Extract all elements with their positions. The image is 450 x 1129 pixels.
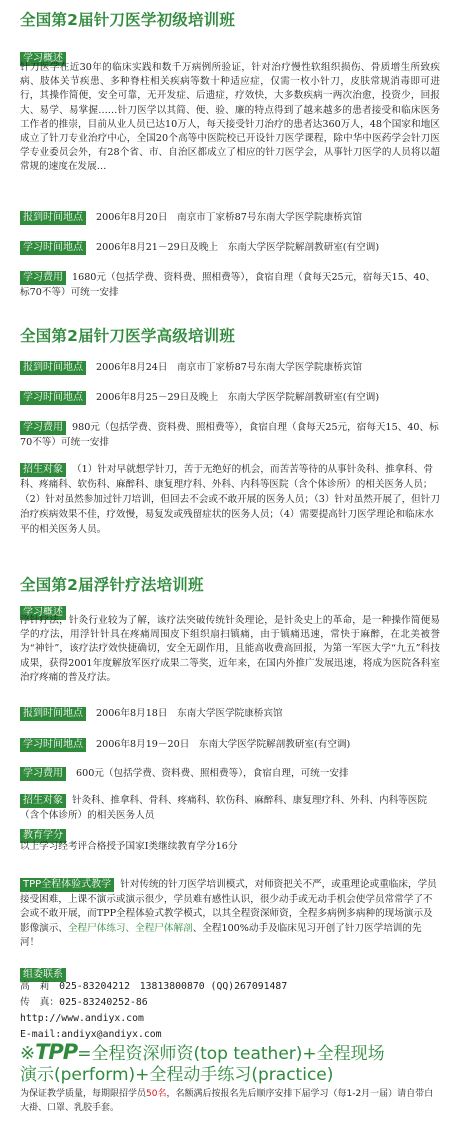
enrollment-note: 为保证教学质量，每期限招学员50名，名额满后按报名先后顺序安排下届学习（每1-2月一届）请自带白大褂、口罩、乳胶手套。 xyxy=(20,1089,434,1113)
fee-label: 学习费用 xyxy=(20,271,66,285)
study-value: 2006年8月19－20日 东南大学医学院解剖教研室(有空调) xyxy=(96,739,351,750)
fee-label: 学习费用 xyxy=(20,767,66,781)
target-row xyxy=(20,793,440,823)
checkin-value: 2006年8月18日 东南大学医学院康桥宾馆 xyxy=(96,708,283,719)
fee-value: 1680元（包括学费、资料费、照相费等），食宿自理（食每天25元，宿每天15、40、标70不等）可统一安排 xyxy=(20,272,436,298)
checkin-label: 报到时间地点 xyxy=(20,211,86,225)
tpp-logo: TPP xyxy=(35,1040,78,1064)
fee-row xyxy=(20,420,440,450)
contact-label: 组委联系 xyxy=(20,962,66,982)
target-value: 针灸科、推拿科、骨科、疼痛科、软伤科、麻醉科、康复理疗科、外科、内科等医院（含个体诊所）的相关医务人员 xyxy=(20,795,427,821)
checkin-row xyxy=(20,361,445,375)
checkin-label: 报到时间地点 xyxy=(20,361,86,375)
fee-value: 980元（包括学费、资料费、照相费等），食宿自理（食每天25元，宿每天15、40、标70不等）可统一安排 xyxy=(20,422,439,448)
credit-text: 以上学习经考评合格授予国家Ⅰ类继续教育学分16分 xyxy=(20,841,238,852)
reference-mark: ※ xyxy=(20,1043,36,1064)
study-label: 学习时间地点 xyxy=(20,241,86,255)
target-label: 招生对象 xyxy=(20,463,66,477)
course-title-beginner: 全国第2届针刀医学初级培训班 xyxy=(20,11,236,29)
overview-label: 学习概述 xyxy=(20,600,66,620)
target-row xyxy=(20,462,440,537)
study-value: 2006年8月21－29日及晚上 东南大学医学院解剖教研室(有空调) xyxy=(96,242,380,253)
slogan-line-1: =全程资深师资(top teather)+全程现场 xyxy=(77,1044,385,1064)
overview-text: 针刀医学在近30年的临床实践和数千万病例所验证，针对治疗慢性软组织损伤、骨质增生所致疾病、肢体关节疾患、多种脊柱相关疾病等数十种适应症，仅需一枚小针刀，皮肤常规消毒即可进行，其操作简便，安全可靠，无开发症、后遗症，疗效快，大多数疾病一两次治愈，投资少，回报大、易学、易掌握……针刀医学以其简、便、验、廉的特点得到了越来越多的患者接受和临床医务工作者的推崇，目前从业人员已达10万人，每天接受针刀治疗的患者达360万人，48个国家和地区成立了针刀专业治疗中心，全国20个高等中医院校已开设针刀医学课程，除中华中医药学会针刀医学专业委员会外，有28个省、市、自治区都成立了相应的针刀医学会，从事针刀医学的人员将以超常规的速度在发展… xyxy=(20,62,440,173)
checkin-value: 2006年8月24日 南京市丁家桥87号东南大学医学院康桥宾馆 xyxy=(96,362,362,373)
credit-label: 教育学分 xyxy=(20,823,66,843)
target-label: 招生对象 xyxy=(20,794,66,808)
study-row xyxy=(20,391,445,405)
target-value: （1）针对早就想学针刀，苦于无绝好的机会，而苦苦等待的从事针灸科、推拿科、骨科、疼痛科、软伤科、麻醉科、康复理疗科、外科、内科等医院（含个体诊所）的相关医务人员；（2）针对虽然参加过针刀培训，但回去不会或不敢开展的医务人员；（3）针对虽然开展了，但针刀治疗疾病效果不佳，疗效慢，易复发或残留症状的医务人员；（4）需要提高针刀医学理论和临床水平的相关医务人员。 xyxy=(20,464,440,535)
checkin-row xyxy=(20,707,445,721)
enrollment-count: 50名 xyxy=(146,1089,167,1099)
study-row xyxy=(20,241,445,255)
checkin-label: 报到时间地点 xyxy=(20,707,86,721)
fee-label: 学习费用 xyxy=(20,421,66,435)
checkin-row xyxy=(20,211,445,225)
contact-phone: 高 莉 025-83204212 13813800870 (QQ)267091487 xyxy=(20,981,288,992)
contact-fax: 传 真：025-83240252-86 xyxy=(20,997,148,1008)
study-label: 学习时间地点 xyxy=(20,391,86,405)
tpp-label: TPP全程体验式教学 xyxy=(20,878,114,892)
tpp-slogan xyxy=(20,1042,450,1086)
overview-label: 学习概述 xyxy=(20,46,66,66)
slogan-line-2: 演示(perform)+全程动手练习(practice) xyxy=(20,1065,334,1085)
study-value: 2006年8月25－29日及晚上 东南大学医学院解剖教研室(有空调) xyxy=(96,392,380,403)
course-title-floating-needle: 全国第2届浮针疗法培训班 xyxy=(20,576,204,594)
contact-website[interactable]: http://www.andiyx.com xyxy=(20,1013,144,1024)
course-title-advanced: 全国第2届针刀医学高级培训班 xyxy=(20,327,236,345)
checkin-value: 2006年8月20日 南京市丁家桥87号东南大学医学院康桥宾馆 xyxy=(96,212,362,223)
fee-value: 600元（包括学费、资料费、照相费等），食宿自理，可统一安排 xyxy=(76,768,349,779)
tpp-description: TPP全程体验式教学 针对传统的针刀医学培训模式，对师资把关不严，或重理论或重临床，学员接受困难，上课不演示或演示很少，学员难有感性认识，很少动手或无动手机会使学员常常学了不会或不敢开展，而TPP全程体验式教学模式，以其全程资深师资，全程多病例多病种的现场演示及影像演示、全程尸体练习、全程尸体解剖、全程100%动手及临床见习开创了针刀医学培训的先河！ xyxy=(20,879,437,948)
fee-row xyxy=(20,270,440,300)
study-row xyxy=(20,738,445,752)
contact-email[interactable]: E-mail:andiyx@andiyx.com xyxy=(20,1029,162,1040)
study-label: 学习时间地点 xyxy=(20,738,86,752)
overview-text: 浮针疗法，针灸行业较为了解，该疗法突破传统针灸理论，是针灸史上的革命，是一种操作简便易学的疗法，用浮针针具在疼痛周围皮下组织扇扫镇痛，由于镇痛迅速，常快于麻醉，在北美被誉为“神针”，该疗法疗效快捷确切，安全无副作用，且能高收费高回报，为第一军医大学“九五”科技成果，获得2001年度解放军医疗成果二等奖，近年来，在国内外推广发展迅速，将成为医院各科室治疗疼痛的普及疗法。 xyxy=(20,615,440,683)
fee-row xyxy=(20,767,445,781)
